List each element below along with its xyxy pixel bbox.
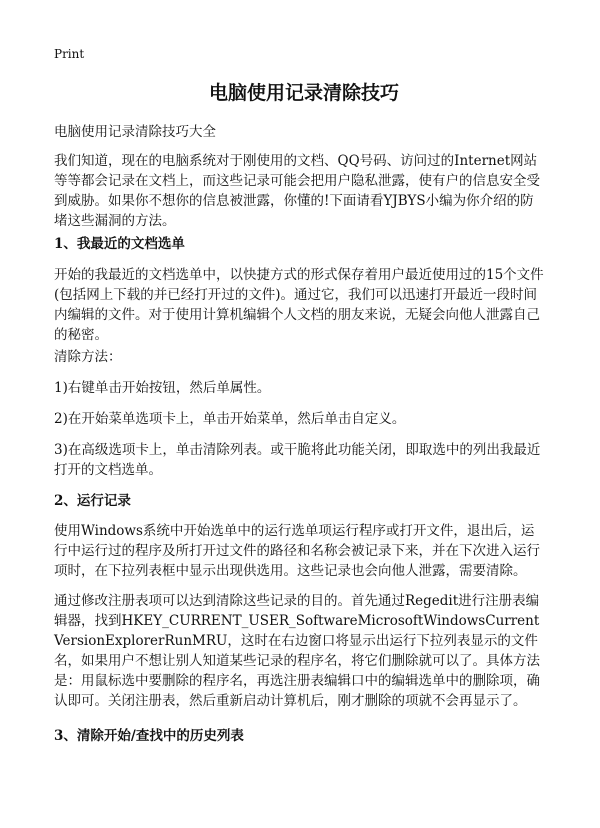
intro-paragraph: 我们知道，现在的电脑系统对于刚使用的文档、QQ号码、访问过的Internet网站等等都会记录在文档上，而这些记录可能会把用户隐私泄露，使有户的信息安全受到威胁。如果你不想你的信息被泄露，你懂的!下面请看YJBYS小编为你介绍的防堵这些漏洞的方法。: [54, 153, 540, 229]
section-1-heading: 1、我最近的文档选单: [54, 236, 185, 252]
step-item-3: 3)在高级选项卡上，单击清除列表。或干脆将此功能关闭，即取选中的列出我最近打开的文档选单。: [54, 442, 541, 478]
page-title: 电脑使用记录清除技巧: [208, 82, 399, 104]
section-2-body-registry: 通过修改注册表项可以达到清除这些记录的目的。首先通过Regedit进行注册表编辑器，找到HKEY_CURRENT_USER_SoftwareMicrosoftWindowsCurrentVersionExplorerRunMRU，这时在右边窗口将显示出运行下拉列表显示的文件名，如果用户不想让别人知道某些记录的程序名，将它们删除就可以了。具体方法是：用鼠标选中要删除的程序名，再选注册表编辑口中的编辑选单中的删除项，确认即可。关闭注册表，然后重新启动计算机后，刚才删除的项就不会再显示了。: [54, 593, 540, 709]
clear-method-label: 清除方法：: [54, 349, 122, 365]
section-3-heading: 3、清除开始/查找中的历史列表: [54, 728, 244, 744]
step-item-1: 1)右键单击开始按钮，然后单属性。: [54, 380, 271, 396]
step-item-2: 2)在开始菜单选项卡上，单击开始菜单，然后单击自定义。: [54, 411, 406, 427]
document-subtitle: 电脑使用记录清除技巧大全: [54, 124, 216, 140]
section-2-body: 使用Windows系统中开始选单中的运行选单项运行程序或打开文件，退出后，运行中运行过的程序及所打开过文件的路径和名称会被记录下来，并在下次进入运行项时，在下拉列表框中显示出现供选用。这些记录也会向他人泄露，需要清除。: [54, 523, 540, 579]
section-1-body: 开始的我最近的文档选单中，以快捷方式的形式保存着用户最近使用过的15个文件(包括网上下载的并已经打开过的文件)。通过它，我们可以迅速打开最近一段时间内编辑的文件。对于使用计算机编辑个人文档的朋友来说，无疑会向他人泄露自己的秘密。: [54, 267, 544, 343]
print-label: Print: [54, 47, 85, 61]
section-2-heading: 2、运行记录: [54, 493, 131, 509]
